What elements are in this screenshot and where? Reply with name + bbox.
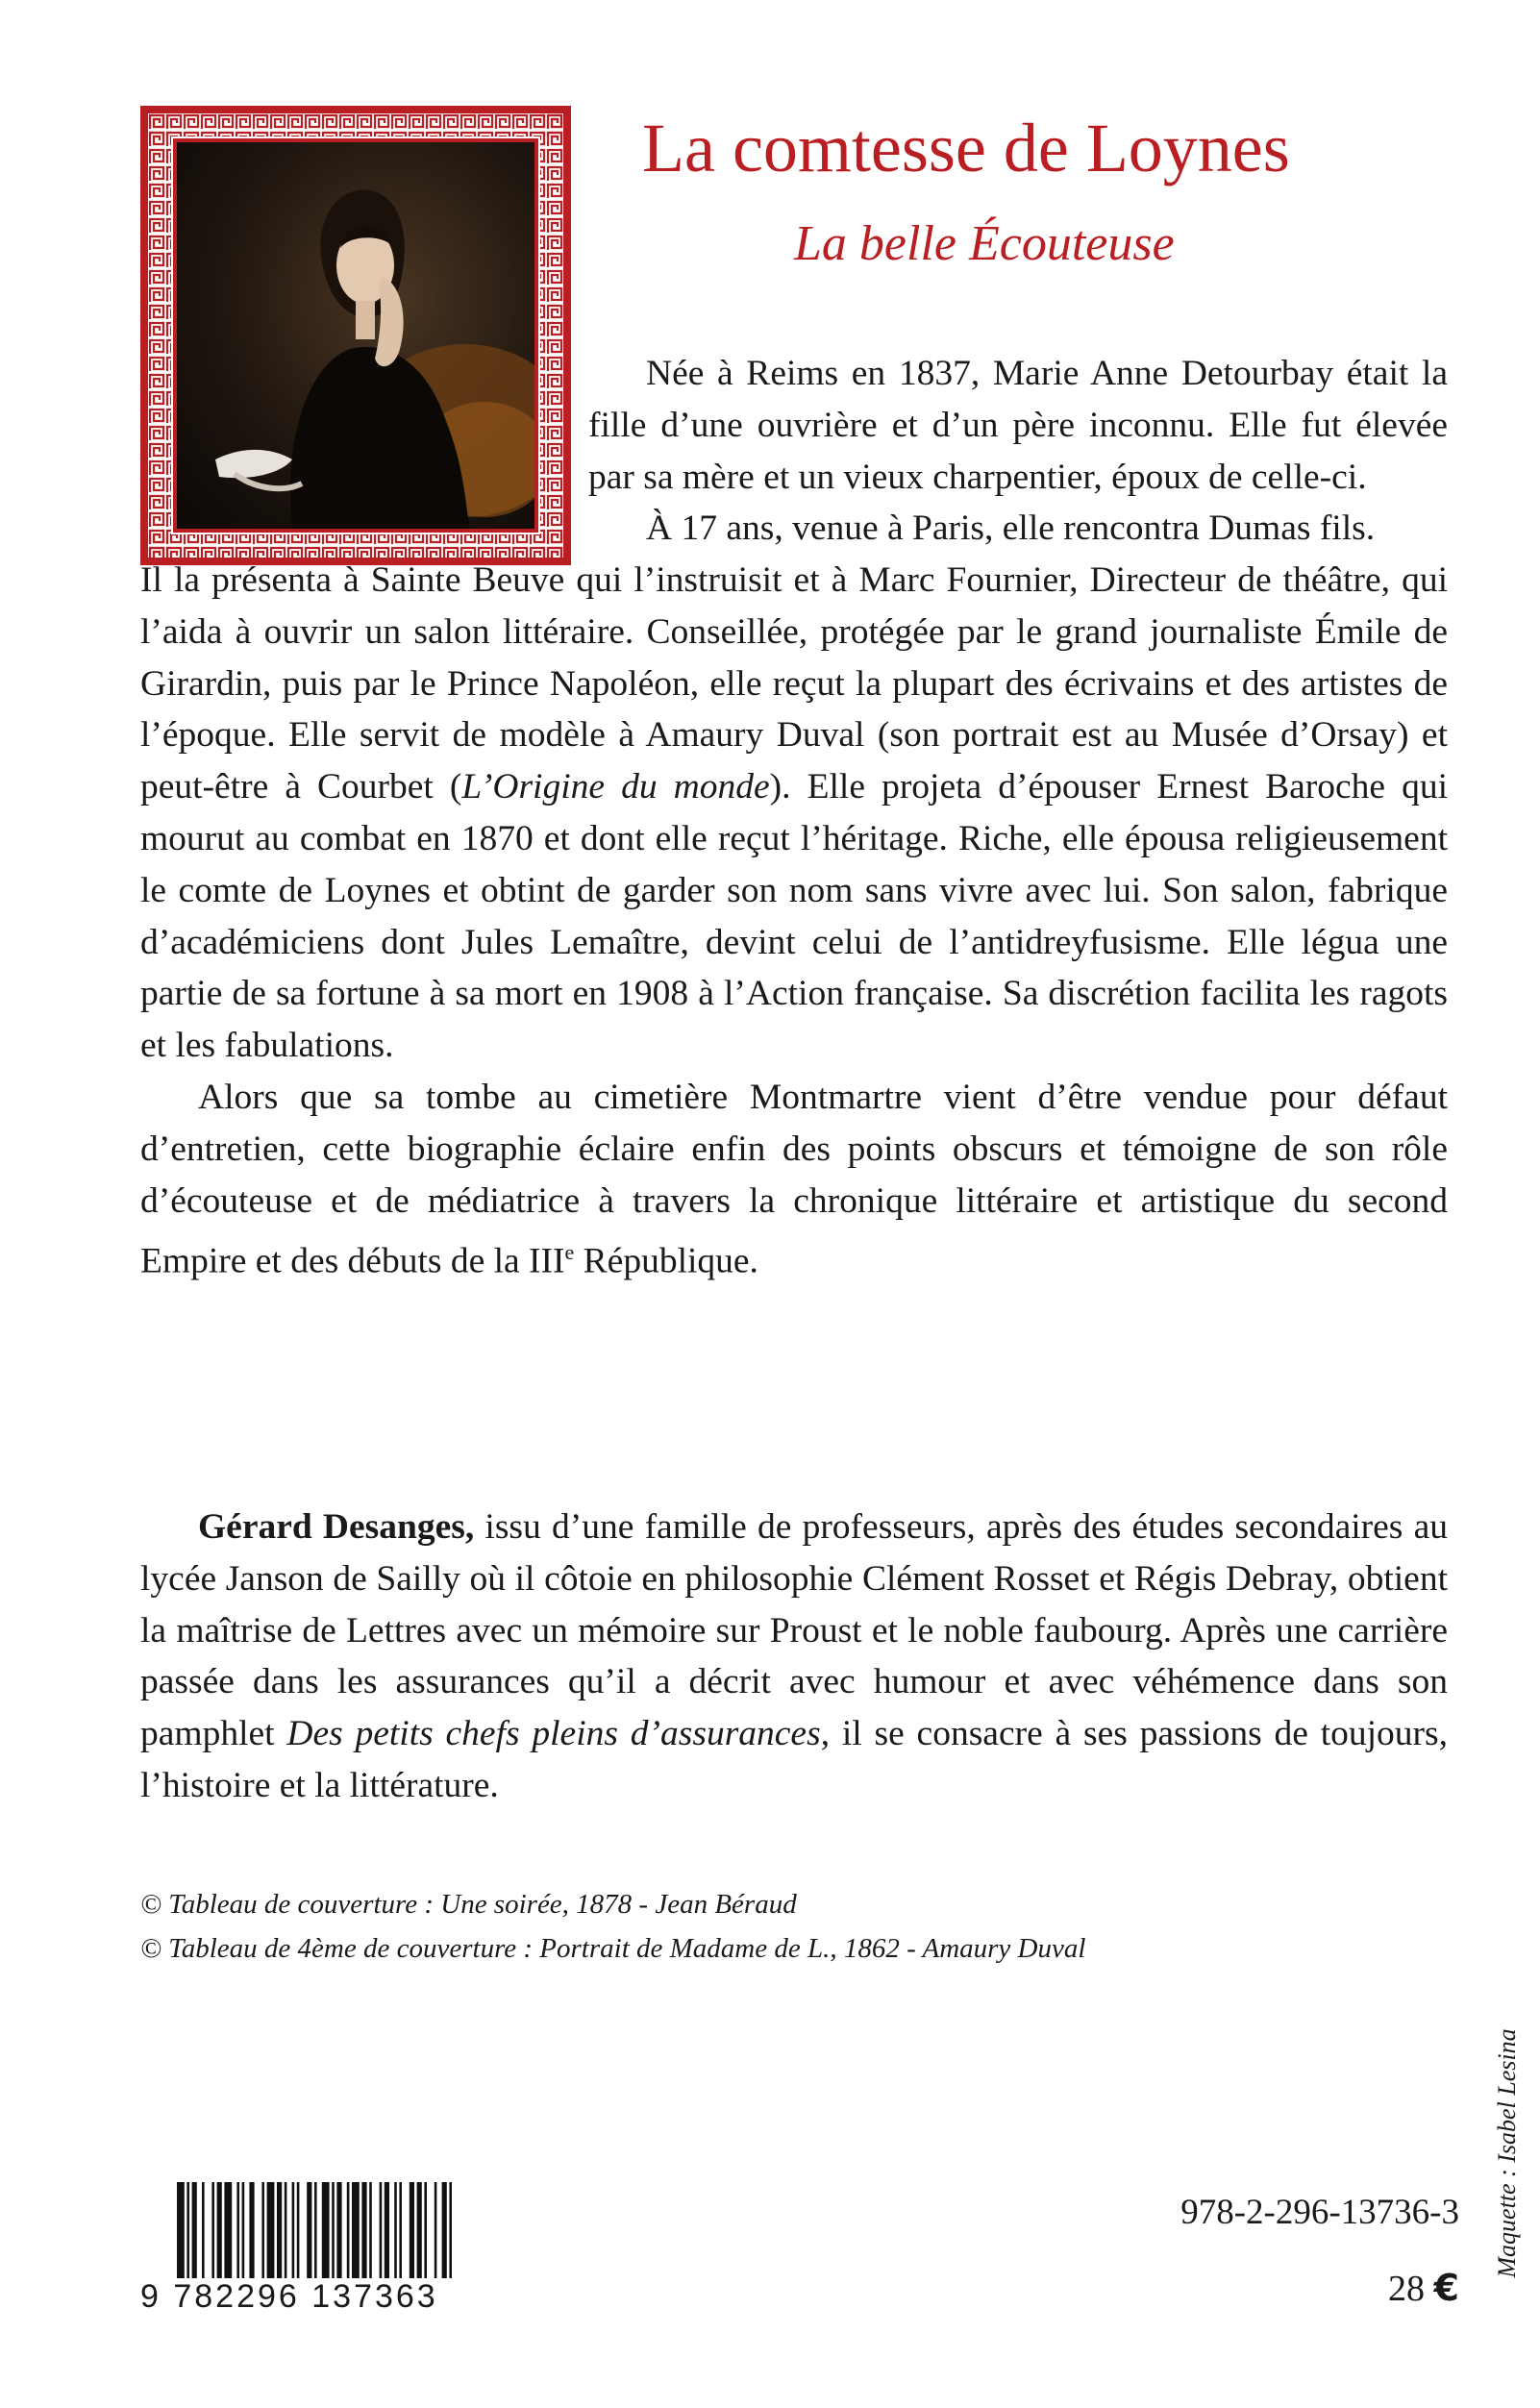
author-name: Gérard Desanges, xyxy=(198,1507,475,1547)
barcode-bar xyxy=(277,2182,282,2278)
barcode-bar xyxy=(352,2182,360,2278)
barcode-bar xyxy=(399,2182,402,2278)
barcode-bar xyxy=(177,2182,185,2278)
summary-paragraph-1: Née à Reims en 1837, Marie Anne Detourbay était la fille d’une ouvrière et d’un père inconnu. Elle fut élevée par sa mère et un vieux charpentier, époux de celle-ci. xyxy=(588,354,1448,497)
author-paragraph xyxy=(140,1502,1448,1812)
barcode-bar xyxy=(435,2182,437,2278)
barcode-bar xyxy=(186,2182,189,2278)
painting-title: L’Origine du monde xyxy=(461,767,770,807)
summary-paragraph-2-start: À 17 ans, venue à Paris, elle rencontra Dumas fils. xyxy=(646,509,1376,549)
summary-paragraph-2-rest xyxy=(140,555,1448,1072)
barcode-bar xyxy=(336,2182,341,2278)
barcode-bar xyxy=(224,2182,232,2278)
barcode-bar xyxy=(261,2182,264,2278)
price-amount: 28 xyxy=(1388,2269,1426,2309)
barcode-bar xyxy=(236,2182,239,2278)
cover-credit: © Tableau de couverture : Une soirée, 1878 - Jean Béraud xyxy=(140,1889,797,1920)
barcode-bar xyxy=(442,2182,447,2278)
summary-body xyxy=(140,555,1448,1288)
image-credits xyxy=(140,1882,1255,1971)
barcode-bar xyxy=(292,2182,295,2278)
barcode-bar xyxy=(417,2182,422,2278)
barcode-bar xyxy=(385,2182,389,2278)
euro-icon: € xyxy=(1433,2267,1459,2309)
author-text: , il se consacre à ses passions de toujours, l’histoire et la littérature. xyxy=(140,1714,1449,1805)
barcode-bar xyxy=(202,2182,205,2278)
barcode-bar xyxy=(285,2182,287,2278)
layout-credit-text: Maquette : Isabel Lesina xyxy=(1493,2028,1521,2278)
barcode-digits: 9 782296 137363 xyxy=(140,2278,438,2315)
barcode-bar xyxy=(380,2182,383,2278)
layout-credit xyxy=(1488,1990,1527,2317)
ordinal-superscript: e xyxy=(564,1240,575,1265)
barcode-bar xyxy=(410,2182,414,2278)
summary-text: Il la présenta à Sainte Beuve qui l’instruisit et à Marc Fournier, Directeur de théâtre, qui l’aida à ouvrir un salon littéraire. Conseillée, protégée par le grand journaliste Émile de Girardin, puis par le Prince Napoléon, elle reçut la plupart des écrivains et des artistes de l’époque. Elle servit de modèle à Amaury Duval (son portrait est au Musée d’Orsay) et peut-être à Courbet ( xyxy=(140,560,1448,807)
book-subtitle: La belle Écouteuse xyxy=(794,216,1175,271)
barcode-bar xyxy=(307,2182,311,2278)
price xyxy=(1388,2267,1459,2310)
barcode xyxy=(140,2182,563,2317)
barcode-bar xyxy=(449,2182,452,2278)
pamphlet-title: Des petits chefs pleins d’assurances xyxy=(286,1714,821,1754)
barcode-bar xyxy=(424,2182,427,2278)
barcode-bar xyxy=(394,2182,397,2278)
portrait-painting-icon xyxy=(173,138,538,533)
isbn: 978-2-296-13736-3 xyxy=(1180,2193,1459,2232)
author-bio xyxy=(140,1502,1448,1812)
book-title: La comtesse de Loynes xyxy=(642,110,1290,186)
summary-paragraph-3 xyxy=(140,1072,1448,1288)
barcode-bar xyxy=(242,2182,245,2278)
greek-key-border xyxy=(148,113,563,558)
author-text: issu d’une famille de professeurs, après des études secondaires au lycée Janson de Sailly où il côtoie en philosophie Clément Rosset et Régis Debray, obtient la maîtrise de Lettres avec un mémoire sur Proust et le noble faubourg. Après une carrière passée dans les assurances qu’il a décrit avec humour et avec véhémence dans son pamphlet xyxy=(140,1507,1448,1754)
barcode-bar xyxy=(332,2182,335,2278)
barcode-bar xyxy=(361,2182,366,2278)
barcode-icon xyxy=(177,2182,559,2278)
summary-text: ). Elle projeta d’épouser Ernest Baroche qui mourut au combat en 1870 et dont elle reçut l’héritage. Riche, elle épousa religieusement le comte de Loynes et obtint de garder son nom sans vivre avec lui. Son salon, fabrique d’académiciens dont Jules Lemaître, devint celui de l’antidreyfusisme. Elle légua une partie de sa fortune à sa mort en 1908 à l’Action française. Sa discrétion facilita les ragots et les fabulations. xyxy=(140,767,1448,1066)
summary-text: Alors que sa tombe au cimetière Montmartre vient d’être vendue pour défaut d’entretien, cette biographie éclaire enfin des points obscurs et témoigne de son rôle d’écouteuse et de médiatrice à travers la chronique littéraire et artistique du second Empire et des débuts de la III xyxy=(140,1077,1448,1281)
back-cover-credit: © Tableau de 4ème de couverture : Portrait de Madame de L., 1862 - Amaury Duval xyxy=(140,1933,1086,1964)
summary-text: République. xyxy=(574,1241,758,1281)
barcode-bar xyxy=(192,2182,197,2278)
barcode-bar xyxy=(369,2182,372,2278)
barcode-bar xyxy=(217,2182,222,2278)
barcode-bar xyxy=(314,2182,317,2278)
barcode-bar xyxy=(322,2182,330,2278)
barcode-bar xyxy=(267,2182,275,2278)
barcode-bar xyxy=(211,2182,214,2278)
barcode-bar xyxy=(249,2182,254,2278)
portrait-frame xyxy=(140,106,571,565)
barcode-bar xyxy=(297,2182,300,2278)
barcode-bar xyxy=(347,2182,350,2278)
summary-intro xyxy=(588,348,1448,555)
